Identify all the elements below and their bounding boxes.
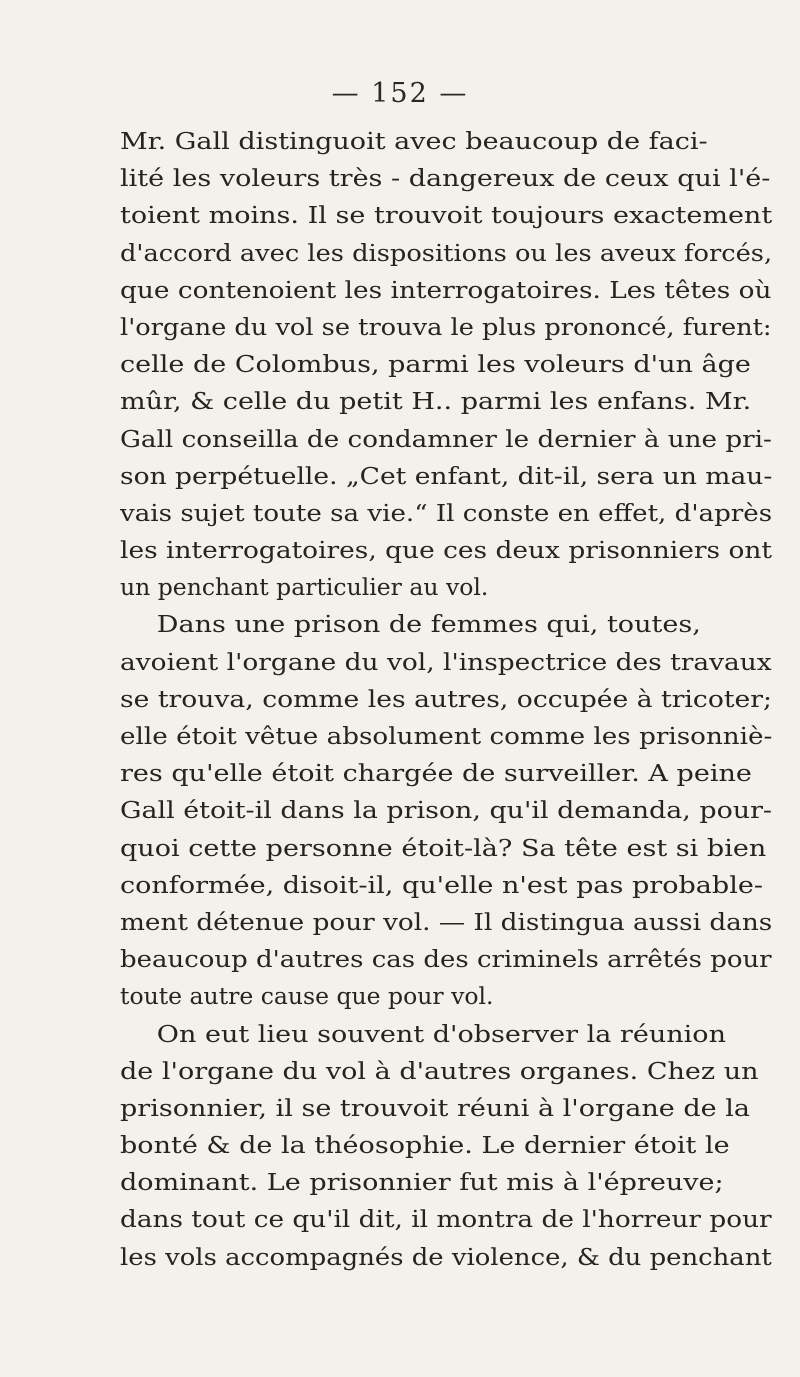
text-line: avoient l'organe du vol, l'inspectrice des travaux xyxy=(120,647,772,676)
text-line: que contenoient les interrogatoires. Les têtes où xyxy=(120,275,772,304)
text-line: l'organe du vol se trouva le plus prononcé, furent: xyxy=(120,312,772,341)
text-line: toient moins. Il se trouvoit toujours exactement xyxy=(120,201,773,230)
text-line: de l'organe du vol à d'autres organes. Chez un xyxy=(120,1056,759,1085)
text-line: son perpétuelle. „Cet enfant, dit-il, sera un mau- xyxy=(120,461,773,490)
text-line: lité les voleurs très - dangereux de ceux qui l'é- xyxy=(120,164,771,193)
text-line: dans tout ce qu'il dit, il montra de l'horreur pour xyxy=(120,1205,772,1234)
text-line: res qu'elle étoit chargée de surveiller. A peine xyxy=(120,759,752,788)
text-line: Gall conseilla de condamner le dernier à une pri- xyxy=(120,424,772,453)
text-line: quoi cette personne étoit-là? Sa tête est si bien xyxy=(120,833,767,862)
text-line: ment détenue pour vol. — Il distingua aussi dans xyxy=(120,907,773,936)
page-number: — 152 — xyxy=(331,78,469,109)
text-line: toute autre cause que pour vol. xyxy=(120,982,494,1011)
text-line: mûr, & celle du petit H.. parmi les enfans. Mr. xyxy=(120,387,752,416)
text-line: les vols accompagnés de violence, & du penchant xyxy=(120,1242,772,1271)
text-line: se trouva, comme les autres, occupée à tricoter; xyxy=(120,684,772,713)
text-line: un penchant particulier au vol. xyxy=(120,573,489,602)
text-line: bonté & de la théosophie. Le dernier étoit le xyxy=(120,1131,730,1160)
text-line: celle de Colombus, parmi les voleurs d'un âge xyxy=(120,350,751,379)
text-line: Gall étoit-il dans la prison, qu'il demanda, pour- xyxy=(120,796,773,825)
text-line: elle étoit vêtue absolument comme les prisonniè- xyxy=(120,722,773,750)
text-line: d'accord avec les dispositions ou les aveux forcés, xyxy=(120,238,773,267)
text-line: les interrogatoires, que ces deux prisonniers ont xyxy=(120,536,773,565)
text-line: On eut lieu souvent d'observer la réunion xyxy=(156,1019,726,1048)
text-line: Mr. Gall distinguoit avec beaucoup de faci- xyxy=(120,127,708,155)
text-line: prisonnier, il se trouvoit réuni à l'organe de la xyxy=(120,1093,750,1122)
body-text xyxy=(120,123,800,1276)
text-line: vais sujet toute sa vie.“ Il conste en effet, d'après xyxy=(120,498,773,527)
text-line: conformée, disoit-il, qu'elle n'est pas probable- xyxy=(120,870,763,899)
text-line: beaucoup d'autres cas des criminels arrêtés pour xyxy=(120,945,772,974)
text-line: dominant. Le prisonnier fut mis à l'épreuve; xyxy=(120,1168,724,1197)
text-line: Dans une prison de femmes qui, toutes, xyxy=(156,610,701,639)
